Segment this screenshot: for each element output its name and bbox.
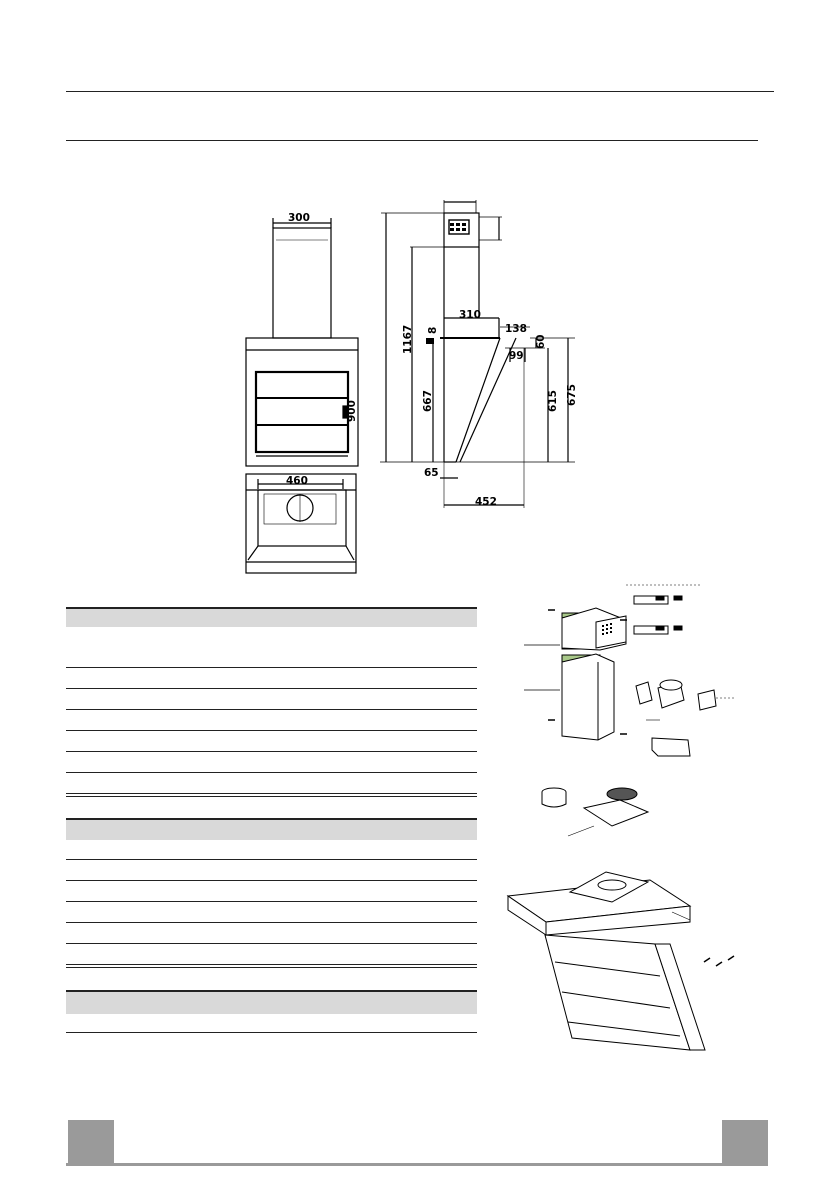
table-row [66, 838, 477, 860]
mounting-brackets [626, 585, 700, 634]
dim-height-675: 675 [566, 384, 578, 406]
table-row [66, 625, 477, 668]
dim-base-width: 460 [286, 475, 308, 487]
bottom-view [246, 474, 356, 573]
dim-hood-depth-top: 310 [459, 309, 481, 321]
table-row [66, 793, 477, 797]
dim-offset-60: 60 [535, 334, 547, 349]
table-header-row-2 [66, 818, 477, 840]
upper-chimney-panel [562, 608, 626, 650]
lower-chimney-panel [562, 654, 614, 740]
dim-front-width: 900 [346, 400, 358, 422]
dim-depth-total: 452 [475, 496, 497, 508]
table-row [66, 964, 477, 968]
collar-ring [542, 788, 566, 807]
table-row [66, 772, 477, 794]
table-row [66, 751, 477, 773]
exploded-assembly [508, 585, 734, 1050]
grille-icon [450, 223, 466, 231]
table-row [66, 1012, 477, 1033]
table-row [66, 709, 477, 731]
motor-plate [568, 788, 648, 836]
dim-total-height: 1167 [402, 324, 414, 354]
table-row [66, 859, 477, 881]
footer-tab-right [722, 1120, 768, 1166]
table-row [66, 880, 477, 902]
table-row [66, 922, 477, 944]
dim-height-667: 667 [422, 390, 434, 412]
hood-body [508, 872, 734, 1050]
table-row [66, 688, 477, 710]
support-bracket [646, 720, 690, 756]
dim-offset-138: 138 [505, 323, 527, 335]
table-row [66, 667, 477, 689]
duct-adapters [636, 680, 734, 710]
footer-tab-left [68, 1120, 114, 1166]
table-header-row-3 [66, 990, 477, 1014]
small-screws [704, 956, 734, 966]
front-view [246, 218, 358, 466]
table-row [66, 730, 477, 752]
dim-chimney-width: 300 [288, 212, 310, 224]
dim-offset-8: 8 [427, 326, 439, 334]
table-header-row-1 [66, 607, 477, 627]
table-row [66, 901, 477, 923]
table-row [66, 943, 477, 965]
dim-offset-99: 99 [509, 350, 524, 362]
dim-base-offset: 65 [424, 467, 439, 479]
dim-height-615: 615 [547, 390, 559, 412]
footer-line [66, 1163, 768, 1166]
